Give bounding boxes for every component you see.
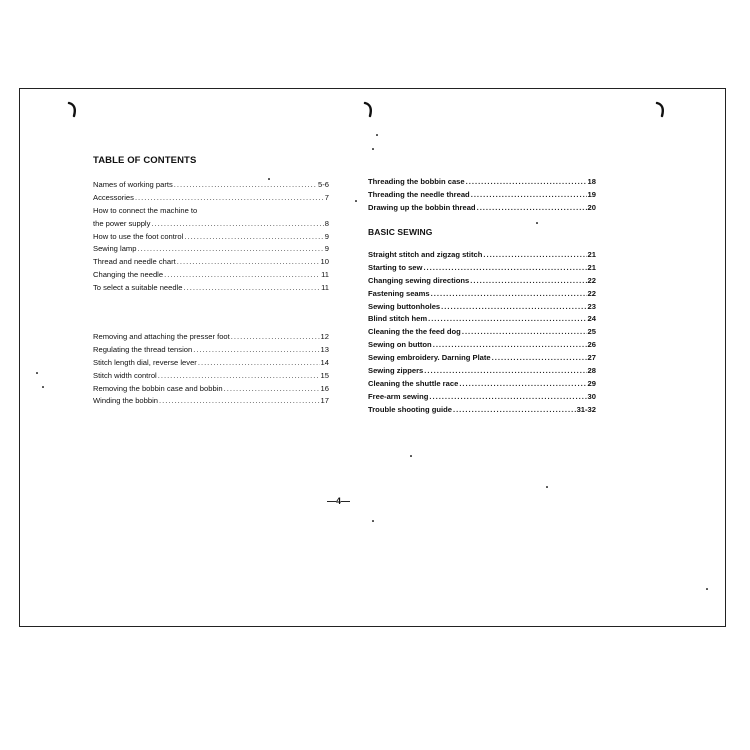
binder-hole-left-icon xyxy=(66,101,80,119)
leader-dots xyxy=(231,332,320,341)
toc-entry: Thread and needle chart ..... 10 xyxy=(93,257,329,270)
leader-dots xyxy=(433,340,587,349)
leader-dots xyxy=(137,244,323,253)
scan-speck xyxy=(372,148,374,150)
toc-entry: Cleaning the shuttle race ..... 29 xyxy=(368,379,596,392)
toc-entry: Accessories ..... 7 xyxy=(93,193,329,206)
toc-entry: Sewing zippers ..... 28 xyxy=(368,366,596,379)
leader-dots xyxy=(424,366,586,375)
toc-title: TABLE OF CONTENTS xyxy=(93,155,197,166)
leader-dots xyxy=(483,250,586,259)
toc-entry: Regulating the thread tension ..... 13 xyxy=(93,345,329,358)
toc-entry: Changing sewing directions ..... 22 xyxy=(368,276,596,289)
toc-entry: the power supply ..... 8 xyxy=(93,219,329,232)
scan-speck xyxy=(546,486,548,488)
toc-entry: Removing the bobbin case and bobbin ..... 16 xyxy=(93,384,329,397)
toc-entry: Fastening seams ..... 22 xyxy=(368,289,596,302)
toc-entry: Trouble shooting guide ..... 31-32 xyxy=(368,405,596,418)
scan-speck xyxy=(372,520,374,522)
basic-sewing-title: BASIC SEWING xyxy=(368,227,433,237)
toc-left-group-1 xyxy=(93,180,329,296)
leader-dots xyxy=(459,379,586,388)
scan-speck xyxy=(410,455,412,457)
toc-left-group-2 xyxy=(93,332,329,409)
toc-entry: To select a suitable needle ..... 11 xyxy=(93,283,329,296)
leader-dots xyxy=(466,177,587,186)
binder-hole-right-icon xyxy=(654,101,668,119)
toc-entry: Sewing buttonholes ..... 23 xyxy=(368,302,596,315)
leader-dots xyxy=(135,193,324,202)
leader-dots xyxy=(431,289,587,298)
toc-entry: Sewing lamp ..... 9 xyxy=(93,244,329,257)
page-number: —4— xyxy=(327,496,351,506)
toc-entry: Starting to sew ..... 21 xyxy=(368,263,596,276)
scan-speck xyxy=(706,588,708,590)
leader-dots xyxy=(174,180,317,189)
leader-dots xyxy=(462,327,587,336)
toc-entry: Cleaning the the feed dog ..... 25 xyxy=(368,327,596,340)
scan-speck xyxy=(376,134,378,136)
toc-entry: Sewing on button ..... 26 xyxy=(368,340,596,353)
leader-dots xyxy=(453,405,576,414)
leader-dots xyxy=(429,392,586,401)
leader-dots xyxy=(159,396,320,405)
leader-dots xyxy=(423,263,586,272)
leader-dots xyxy=(492,353,587,362)
toc-entry: Blind stitch hem ..... 24 xyxy=(368,314,596,327)
toc-entry: Winding the bobbin ..... 17 xyxy=(93,396,329,409)
leader-dots xyxy=(151,219,323,228)
leader-dots xyxy=(198,358,320,367)
leader-dots xyxy=(471,190,587,199)
leader-dots xyxy=(477,203,587,212)
toc-entry: Names of working parts ..... 5-6 xyxy=(93,180,329,193)
leader-dots xyxy=(158,371,320,380)
toc-entry: Removing and attaching the presser foot ..... 12 xyxy=(93,332,329,345)
leader-dots xyxy=(428,314,586,323)
toc-entry: Free-arm sewing ..... 30 xyxy=(368,392,596,405)
toc-entry: Straight stitch and zigzag stitch ..... 21 xyxy=(368,250,596,263)
toc-right-group-1 xyxy=(368,177,596,216)
toc-entry: Threading the bobbin case ..... 18 xyxy=(368,177,596,190)
scan-speck xyxy=(268,178,270,180)
toc-entry: Stitch length dial, reverse lever ..... 14 xyxy=(93,358,329,371)
leader-dots xyxy=(184,283,321,292)
leader-dots xyxy=(193,345,319,354)
leader-dots xyxy=(224,384,320,393)
toc-entry: Drawing up the bobbin thread ..... 20 xyxy=(368,203,596,216)
toc-entry: How to use the foot control ..... 9 xyxy=(93,232,329,245)
toc-entry: Stitch width control ..... 15 xyxy=(93,371,329,384)
toc-entry: How to connect the machine to xyxy=(93,205,198,215)
scan-speck xyxy=(355,200,357,202)
scan-speck xyxy=(42,386,44,388)
leader-dots xyxy=(164,270,320,279)
leader-dots xyxy=(177,257,320,266)
scan-speck xyxy=(36,372,38,374)
toc-entry: Changing the needle ..... 11 xyxy=(93,270,329,283)
leader-dots xyxy=(470,276,586,285)
toc-entry: Threading the needle thread ..... 19 xyxy=(368,190,596,203)
toc-entry: Sewing embroidery. Darning Plate ..... 27 xyxy=(368,353,596,366)
leader-dots xyxy=(441,302,586,311)
toc-right-group-2 xyxy=(368,250,596,418)
leader-dots xyxy=(184,232,323,241)
binder-hole-center-icon xyxy=(362,101,376,119)
scan-speck xyxy=(536,222,538,224)
